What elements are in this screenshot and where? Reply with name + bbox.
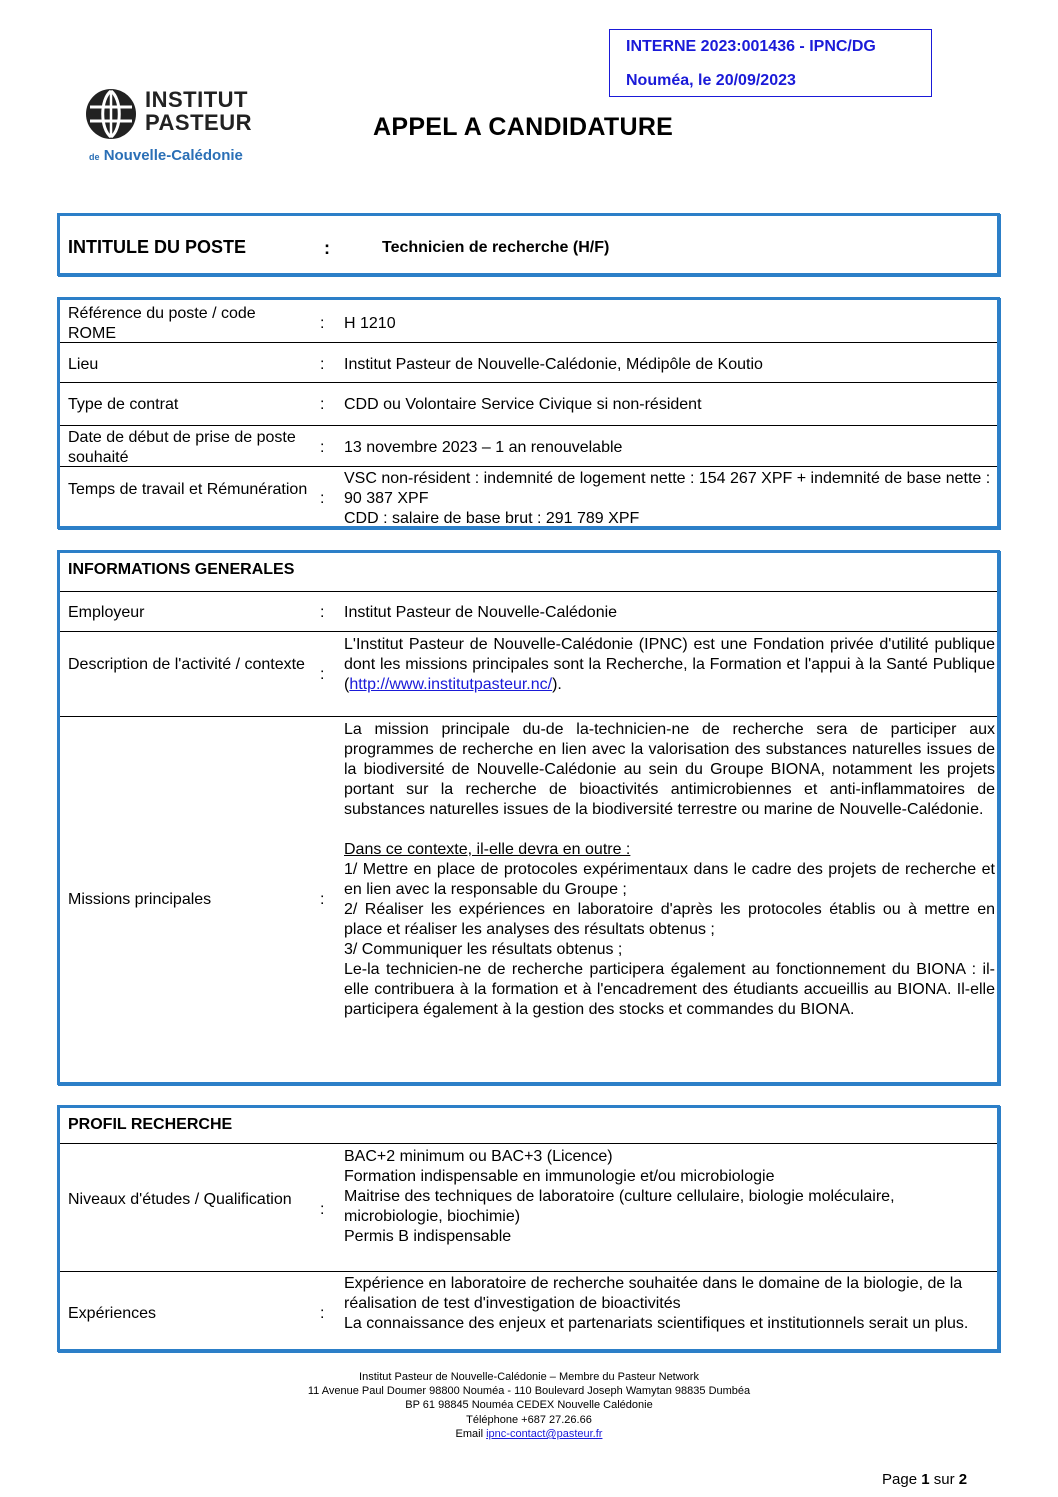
general-information-section [57, 550, 1000, 1085]
row-colon: : [320, 315, 325, 332]
row-label: Missions principales [68, 891, 212, 908]
page-total: 2 [958, 1471, 968, 1488]
row-value: 13 novembre 2023 – 1 an renouvelable [344, 439, 623, 456]
list-item: La connaissance des enjeux et partenariats scientifiques et institutionnels serait un plus. [344, 1315, 969, 1332]
list-item: 3/ Communiquer les résultats obtenus ; [344, 941, 623, 958]
row-label: Niveaux d'études / Qualification [68, 1191, 292, 1208]
logo-subtitle [89, 148, 243, 165]
missions-intro: La mission principale du-de la-technicien-ne de recherche sera de participer aux programmes de recherche en lien avec la valorisation des substances naturelles issues de la biodiversité de Nouvelle-Calédonie au sein du Groupe BIONA, notamment les projets portant sur la recherche de bioactivités antimicrobiennes et anti-inflammatoires de substances naturelles issues de la biodiversité terrestre ou marine de Nouvelle-Calédonie. [344, 721, 995, 818]
job-title-section [57, 213, 1000, 276]
internal-reference: INTERNE 2023:001436 - IPNC/DG [626, 38, 876, 55]
row-label: Lieu [68, 356, 99, 373]
description-end: ). [552, 676, 562, 693]
row-label: Description de l'activité / contexte [68, 656, 305, 673]
row-colon: : [320, 490, 325, 507]
row-label: Date de début de prise de poste souhaité [68, 429, 296, 466]
table-row [60, 631, 997, 717]
row-colon: : [320, 666, 325, 683]
table-row [60, 425, 997, 467]
row-colon: : [320, 396, 325, 413]
footer-email-line [0, 1427, 1058, 1441]
row-value: Institut Pasteur de Nouvelle-Calédonie, Médipôle de Koutio [344, 356, 763, 373]
table-row [60, 1271, 997, 1353]
table-row [60, 382, 997, 426]
list-item: 1/ Mettre en place de protocoles expérimentaux dans le cadre des projets de recherche et en lien avec la responsable du Groupe ; [344, 861, 995, 898]
salary-cdd: CDD : salaire de base brut : 291 789 XPF [344, 510, 640, 527]
institut-pasteur-globe-icon [84, 87, 138, 141]
footer-line: 11 Avenue Paul Doumer 98800 Nouméa - 110 Boulevard Joseph Wamytan 98835 Dumbéa [307, 1385, 751, 1397]
list-item: Formation indispensable en immunologie et/ou microbiologie [344, 1168, 775, 1185]
row-value: H 1210 [344, 315, 396, 332]
place-date: Nouméa, le 20/09/2023 [626, 72, 796, 89]
row-value [344, 1147, 995, 1247]
salary-vsc: VSC non-résident : indemnité de logement nette : 154 267 XPF + indemnité de base nette : 90 387 XPF [344, 470, 991, 507]
missions-context: Dans ce contexte, il-elle devra en outre : [344, 841, 631, 858]
job-details-table [57, 297, 1000, 529]
page-number [882, 1471, 967, 1488]
footer-line: Téléphone +687 27.26.66 [466, 1414, 592, 1426]
reference-box [609, 29, 932, 97]
logo-word-pasteur: PASTEUR [145, 110, 252, 135]
table-row [60, 342, 997, 383]
list-item: Expérience en laboratoire de recherche souhaitée dans le domaine de la biologie, de la réalisation de test d'investigation de bioactivités [344, 1275, 963, 1312]
page-word: Page [882, 1471, 918, 1488]
row-label: Type de contrat [68, 396, 179, 413]
section-heading: INFORMATIONS GENERALES [68, 561, 295, 578]
row-label: Temps de travail et Rémunération [68, 481, 308, 498]
list-item: Maitrise des techniques de laboratoire (culture cellulaire, biologie moléculaire, microbiologie, biochimie) [344, 1188, 895, 1225]
row-label: Employeur [68, 604, 145, 621]
row-value [344, 720, 995, 1020]
table-row [60, 591, 997, 632]
table-row [60, 466, 997, 530]
footer-line: BP 61 98845 Nouméa CEDEX Nouvelle Calédonie [405, 1399, 653, 1411]
page-current: 1 [921, 1471, 930, 1488]
section-heading: PROFIL RECHERCHE [68, 1116, 233, 1133]
logo-subtitle-prefix: de [89, 152, 100, 162]
institut-pasteur-logo [84, 87, 284, 167]
row-colon: : [320, 439, 325, 456]
email-label: Email [455, 1428, 484, 1440]
job-title-colon: : [324, 238, 330, 258]
row-value: Institut Pasteur de Nouvelle-Calédonie [344, 604, 618, 621]
table-row [60, 1143, 997, 1272]
row-colon: : [320, 891, 325, 908]
table-row [60, 300, 997, 342]
logo-subtitle-place: Nouvelle-Calédonie [103, 147, 243, 164]
row-value [344, 469, 995, 529]
list-item: 2/ Réaliser les expériences en laboratoire d'après les protocoles établis ou à mettre en place et réaliser les analyses des résultats obtenus ; [344, 901, 995, 938]
list-item: Permis B indispensable [344, 1228, 512, 1245]
job-title-value: Technicien de recherche (H/F) [382, 239, 610, 256]
row-colon: : [320, 604, 325, 621]
row-colon: : [320, 1201, 325, 1218]
row-value [344, 1274, 995, 1334]
table-row [60, 716, 997, 1086]
job-title-label: INTITULE DU POSTE [68, 237, 247, 257]
footer-line: Institut Pasteur de Nouvelle-Calédonie – Membre du Pasteur Network [359, 1371, 699, 1383]
list-item: BAC+2 minimum ou BAC+3 (Licence) [344, 1148, 613, 1165]
row-colon: : [320, 356, 325, 373]
logo-word-institut: INSTITUT [145, 87, 248, 112]
email-link[interactable]: ipnc-contact@pasteur.fr [486, 1428, 603, 1440]
row-value [344, 635, 995, 695]
website-link[interactable]: http://www.institutpasteur.nc/ [349, 676, 553, 693]
research-profile-section [57, 1105, 1000, 1352]
row-colon: : [320, 1305, 325, 1322]
page-title: APPEL A CANDIDATURE [373, 113, 674, 141]
page-of: sur [933, 1471, 955, 1488]
missions-outro: Le-la technicien-ne de recherche participera également au fonctionnement du BIONA : il-elle contribuera à la formation et à l'encadrement des étudiants accueillis au BIONA. Il-elle participera également à la gestion des stocks et commandes du BIONA. [344, 961, 995, 1018]
description-text: L'Institut Pasteur de Nouvelle-Calédonie (IPNC) est une Fondation privée d'utilité publique dont les missions principales sont la Recherche, la Formation et l'appui à la Santé Publique ( [344, 636, 995, 693]
row-label: Expériences [68, 1305, 157, 1322]
row-value: CDD ou Volontaire Service Civique si non-résident [344, 396, 702, 413]
row-label: Référence du poste / code ROME [68, 305, 256, 342]
